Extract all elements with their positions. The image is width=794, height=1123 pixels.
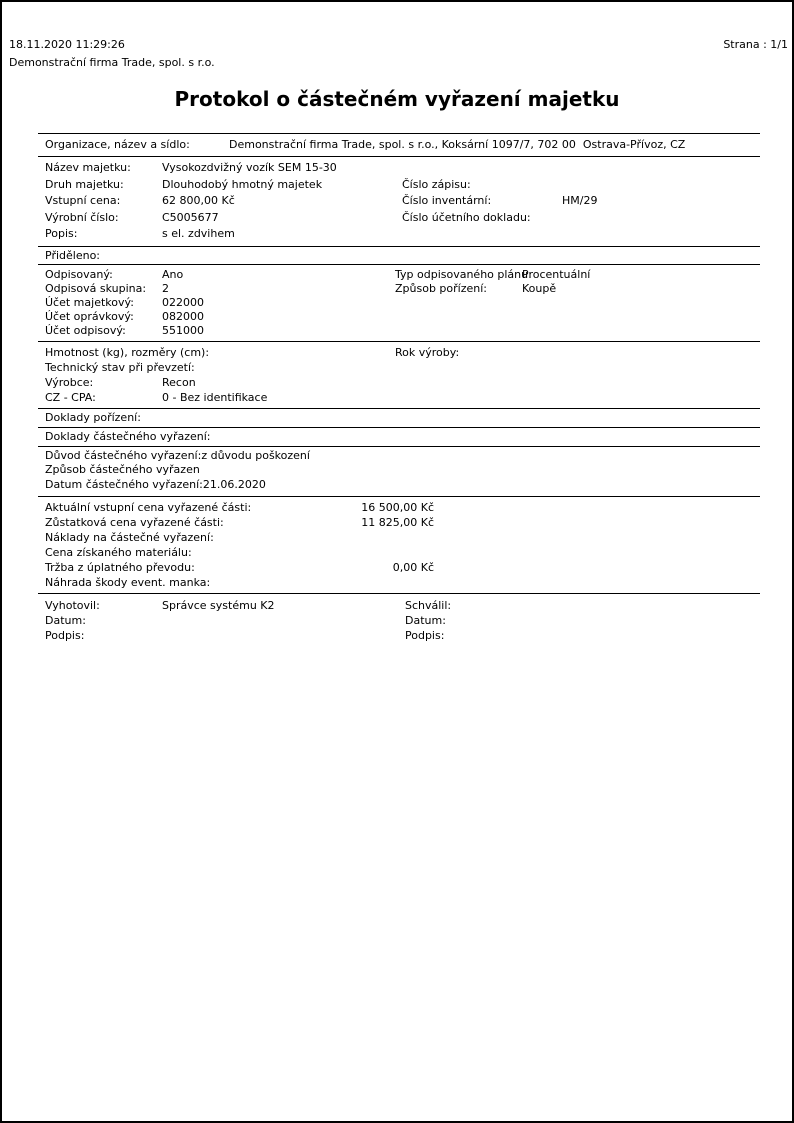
table-row [45, 575, 760, 590]
table-row [45, 345, 760, 360]
field-label: Podpis: [45, 629, 85, 643]
field-label: Typ odpisovaného plánu: [395, 267, 532, 281]
table-row [45, 390, 760, 405]
field-label: Způsob částečného vyřazen [45, 463, 200, 477]
table-row [45, 628, 760, 643]
field-label: CZ - CPA: [45, 390, 96, 404]
field-label: Datum: [405, 614, 446, 628]
field-value: s el. zdvihem [162, 227, 235, 240]
table-row [45, 193, 760, 210]
field-value: Správce systému K2 [162, 598, 275, 612]
field-label [402, 160, 562, 177]
field-label [402, 226, 562, 243]
table-row [45, 160, 760, 177]
field-value: Recon [162, 375, 196, 389]
table-row [45, 598, 760, 613]
field-value: 62 800,00 Kč [162, 194, 235, 207]
field-label: Vstupní cena: [45, 194, 121, 207]
field-label: Druh majetku: [45, 177, 124, 191]
field-label: Číslo zápisu: [402, 177, 471, 191]
field-value [562, 160, 760, 177]
field-label: Náklady na částečné vyřazení: [45, 530, 214, 544]
table-row [45, 177, 760, 194]
section-heading: Přiděleno: [45, 248, 100, 262]
field-label [395, 390, 522, 405]
table-row [45, 613, 760, 628]
field-label: Cena získaného materiálu: [45, 545, 192, 559]
field-value [282, 545, 434, 560]
technical-section [38, 342, 760, 408]
asset-section [38, 157, 760, 246]
field-value [162, 345, 395, 360]
field-label [395, 296, 522, 310]
print-datetime: 18.11.2020 11:29:26 [9, 38, 125, 51]
table-row [45, 296, 760, 310]
table-row [45, 360, 760, 375]
field-label: Schválil: [405, 598, 452, 612]
acquisition-documents-row: Doklady pořízení: [45, 410, 141, 424]
organization-row [38, 134, 760, 156]
field-label: Datum: [45, 614, 86, 628]
assignment-section [38, 265, 760, 341]
field-value [562, 226, 760, 243]
field-label: Technický stav při převzetí: [45, 360, 195, 374]
field-value: HM/29 [562, 194, 598, 207]
table-row [45, 449, 760, 464]
table-row [45, 478, 760, 493]
page-header [2, 2, 792, 54]
field-value [522, 375, 760, 390]
field-value: Ano [162, 267, 184, 281]
field-value: 16 500,00 Kč [361, 500, 434, 514]
field-value [522, 390, 760, 405]
field-value: 022000 [162, 295, 204, 309]
field-value [522, 360, 760, 375]
field-value: 11 825,00 Kč [361, 515, 434, 529]
field-value: 082000 [162, 309, 204, 323]
field-label: Hmotnost (kg), rozměry (cm): [45, 345, 210, 359]
disposal-section [38, 447, 760, 496]
field-value: Koupě [522, 281, 557, 295]
document-title: Protokol o částečném vyřazení majetku [174, 87, 620, 111]
field-value: 551000 [162, 323, 204, 337]
table-row [45, 210, 760, 227]
field-label: Náhrada škody event. manka: [45, 575, 211, 589]
field-value [522, 310, 760, 324]
disposal-documents-row: Doklady částečného vyřazení: [45, 429, 211, 443]
field-value [162, 628, 405, 643]
field-value: C5005677 [162, 210, 219, 224]
company-row [2, 54, 792, 72]
table-row [45, 545, 760, 560]
document-body [38, 133, 760, 644]
field-value: 0 - Bez identifikace [162, 390, 268, 404]
table-row [45, 324, 760, 338]
field-value [282, 530, 434, 545]
table-row [45, 500, 760, 515]
table-row [45, 282, 760, 296]
field-label: Zůstatková cena vyřazené části: [45, 515, 224, 529]
table-row [45, 463, 760, 478]
field-label: Popis: [45, 227, 78, 240]
field-value: Procentuální [522, 267, 591, 281]
field-value [282, 575, 434, 590]
signatures-section [38, 594, 760, 644]
field-label [395, 375, 522, 390]
field-value [562, 210, 760, 227]
field-value: Demonstrační firma Trade, spol. s r.o., Koksární 1097/7, 702 00 Ostrava-Přívoz, CZ [229, 138, 686, 151]
field-value [162, 613, 405, 628]
field-label [395, 360, 522, 375]
field-label: Výrobní číslo: [45, 210, 119, 224]
field-label: Způsob pořízení: [395, 281, 487, 295]
field-label [395, 324, 522, 338]
table-row [45, 515, 760, 530]
field-value: Dlouhodobý hmotný majetek [162, 177, 323, 191]
field-label: Datum částečného vyřazení: [45, 478, 203, 492]
field-label: Číslo inventární: [402, 194, 492, 207]
field-value [522, 345, 760, 360]
field-label: Organizace, název a sídlo: [45, 138, 190, 151]
table-row [45, 268, 760, 282]
field-label: Rok výroby: [395, 345, 460, 359]
field-value [522, 324, 760, 338]
field-label: Aktuální vstupní cena vyřazené části: [45, 500, 252, 514]
table-row [45, 530, 760, 545]
field-value: 0,00 Kč [392, 560, 434, 574]
field-label: Odpisovaný: [45, 267, 113, 281]
field-value: Vysokozdvižný vozík SEM 15-30 [162, 161, 337, 174]
field-value [162, 360, 395, 375]
field-label: Podpis: [405, 629, 445, 643]
table-row [45, 560, 760, 575]
field-value: 2 [162, 281, 169, 295]
field-label: Důvod částečného vyřazení: [45, 448, 202, 462]
field-label: Účet oprávkový: [45, 309, 134, 323]
field-label: Název majetku: [45, 161, 131, 174]
field-label: Číslo účetního dokladu: [402, 210, 531, 224]
field-label: Tržba z úplatného převodu: [45, 560, 195, 574]
field-label: Účet odpisový: [45, 323, 126, 337]
table-row [45, 375, 760, 390]
field-label: Vyhotovil: [45, 598, 100, 612]
table-row [45, 226, 760, 243]
table-row [45, 310, 760, 324]
company-name: Demonstrační firma Trade, spol. s r.o. [9, 56, 215, 69]
field-value [522, 296, 760, 310]
field-value [562, 177, 760, 194]
field-label [395, 310, 522, 324]
amounts-section [38, 497, 760, 593]
field-label: Odpisová skupina: [45, 281, 147, 295]
field-label: Výrobce: [45, 375, 94, 389]
field-value: 21.06.2020 [202, 478, 266, 492]
field-value: z důvodu poškození [201, 448, 310, 462]
page-number: Strana : 1/1 [723, 38, 788, 51]
field-label: Účet majetkový: [45, 295, 134, 309]
